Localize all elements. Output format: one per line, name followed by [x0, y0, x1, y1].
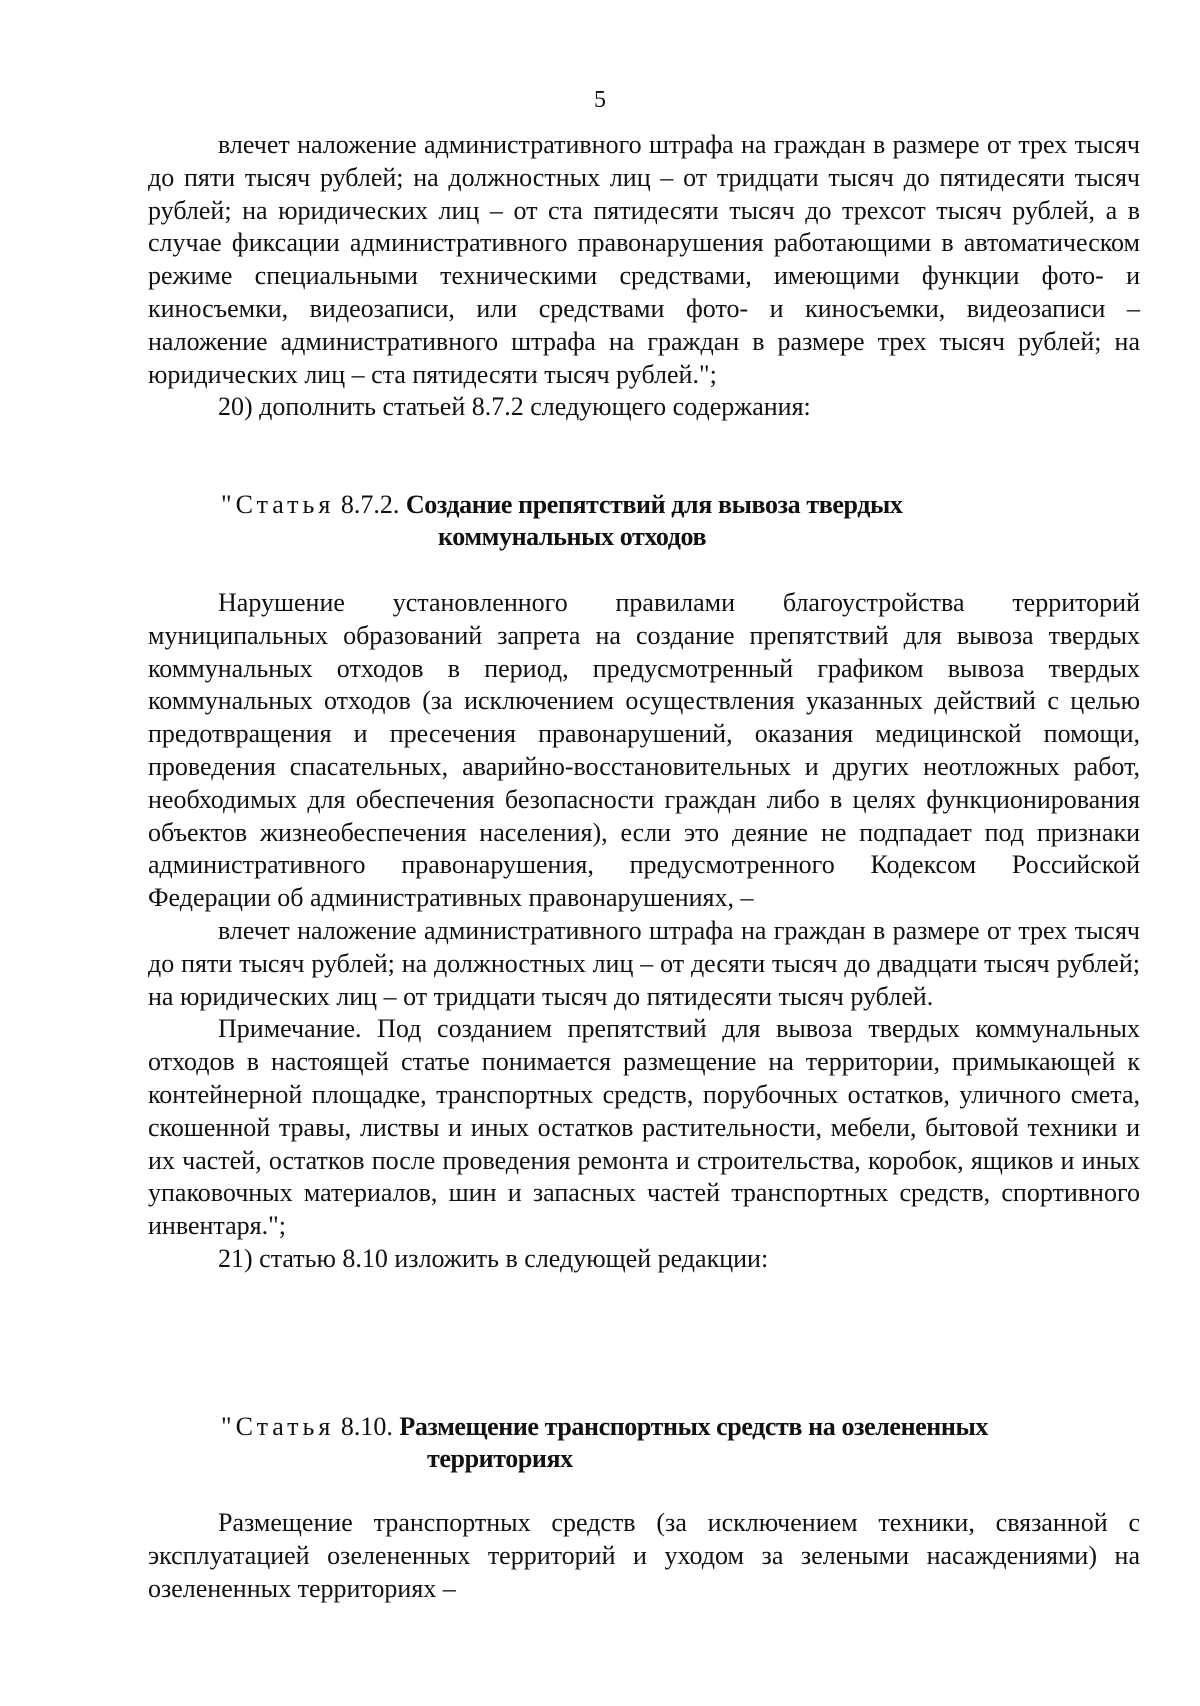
- paragraph-penalty: влечет наложение административного штрафа на граждан в размере от трех тысяч до пяти тысяч рублей; на должностных лиц – от тридцати тысяч до пятидесяти тысяч рублей; на юридических лиц – от ста пятидесяти тысяч до трехсот тысяч рублей, а в случае фиксации административного правонарушения работающими в автоматическом режиме специальными техническими средствами, имеющими функции фото- и киносъемки, видеозаписи, или средствами фото- и киносъемки, видеозаписи – наложение административного штрафа на граждан в размере трех тысяч рублей; на юридических лиц – ста пятидесяти тысяч рублей.";: [148, 130, 1140, 389]
- article-heading-8-7-2: [221, 489, 1140, 553]
- paragraph-amendment-20: 20) дополнить статьей 8.7.2 следующего содержания:: [218, 392, 811, 422]
- page-number: 5: [594, 87, 606, 113]
- article-heading-line-1: [221, 1411, 1140, 1443]
- article-word: "Статья: [221, 1412, 335, 1441]
- article-number: 8.10.: [340, 1412, 393, 1441]
- paragraph-amendment-21: 21) статью 8.10 изложить в следующей редакции:: [218, 1243, 769, 1273]
- text-block-intro: [148, 129, 1140, 424]
- article-heading-8-10: [221, 1411, 1140, 1475]
- text-block-article-8-10: [148, 1507, 1140, 1605]
- article-title-part-2: коммунальных отходов: [438, 522, 707, 551]
- text-block-article-8-7-2: [148, 587, 1140, 1276]
- article-title-part-1: Создание препятствий для вывоза твердых: [405, 490, 903, 519]
- article-title-part-1: Размещение транспортных средств на озелененных: [399, 1412, 988, 1441]
- paragraph-violation: Нарушение установленного правилами благоустройства территорий муниципальных образований запрета на создание препятствий для вывоза твердых коммунальных отходов в период, предусмотренный графиком вывоза твердых коммунальных отходов (за исключением осуществления указанных действий с целью предотвращения и пресечения правонарушений, оказания медицинской помощи, проведения спасательных, аварийно-восстановительных и других неотложных работ, необходимых для обеспечения безопасности граждан либо в целях функционирования объектов жизнеобеспечения населения), если это деяние не подпадает под признаки административного правонарушения, предусмотренного Кодексом Российской Федерации об административных правонарушениях, –: [148, 588, 1140, 913]
- article-word: "Статья: [221, 490, 335, 519]
- article-heading-line-1: [221, 489, 1140, 521]
- paragraph-placement: Размещение транспортных средств (за исключением техники, связанной с эксплуатацией озелененных территорий и уходом за зелеными насаждениями) на озелененных территориях –: [148, 1508, 1140, 1603]
- paragraph-penalty: влечет наложение административного штрафа на граждан в размере от трех тысяч до пяти тысяч рублей; на должностных лиц – от десяти тысяч до двадцати тысяч рублей; на юридических лиц – от тридцати тысяч до пятидесяти тысяч рублей.: [148, 915, 1140, 1011]
- paragraph-note: Примечание. Под созданием препятствий для вывоза твердых коммунальных отходов в настоящей статье понимается размещение на территории, примыкающей к контейнерной площадке, транспортных средств, порубочных остатков, уличного смета, скошенной травы, листвы и иных остатков растительности, мебели, бытовой техники и их частей, остатков после проведения ремонта и строительства, коробок, ящиков и иных упаковочных материалов, шин и запасных частей транспортных средств, спортивного инвентаря.";: [148, 1014, 1140, 1241]
- article-number: 8.7.2.: [340, 490, 400, 519]
- article-title-part-2: территориях: [427, 1444, 573, 1473]
